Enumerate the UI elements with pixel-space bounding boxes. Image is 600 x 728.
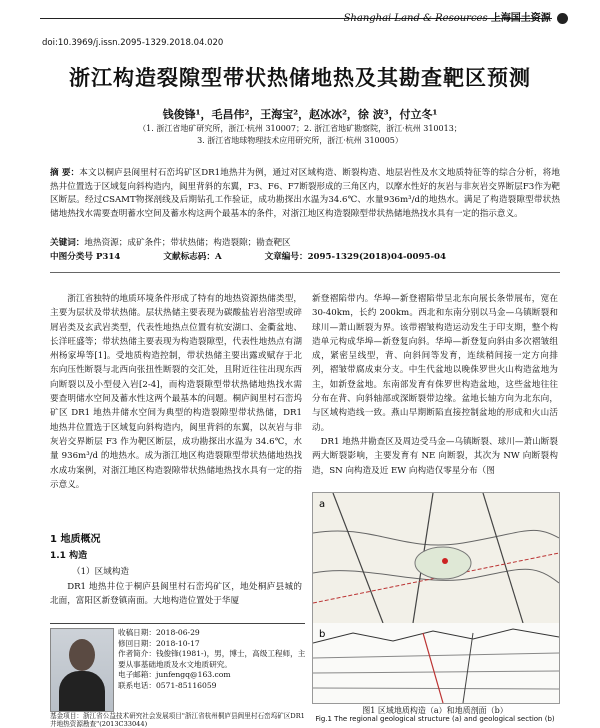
- paper-title: 浙江构造裂隙型带状热储地热及其勘查靶区预测: [69, 65, 531, 90]
- classification-line: [50, 250, 486, 262]
- section-heading-1-1: 1.1 构造: [50, 551, 88, 561]
- map-panel-b: [313, 623, 559, 703]
- journal-name-cn: 上海国土资源: [490, 13, 551, 24]
- doi: doi:10.3969/j.issn.2095-1329.2018.04.020: [42, 38, 224, 48]
- figure-caption-en: Fig.1 The regional geological structure (a) and geological section (b): [315, 715, 555, 723]
- right-column-text: 新登褶陷带内。华埠—新登褶陷带呈北东向展长条带展布，宽在 30-40km，长约 200km。西北和东南分别以马金—乌镇断裂和球川—萧山断裂为界。该带褶皱构造运动发生于印支期，整个构造单元构成华埠—新登复向斜。华埠—新登复向斜由多次褶皱组成，紧密呈线型，背、向斜间等发育，连续稍间接一定方向排列，褶皱带腐成束分支。中生代盆地以晚侏罗世火山构造盆地为主，如新登盆地。东南部发育有侏罗世构造盆地，这些盆地往往分布在背、向斜轴部或深断裂带边缘。盆地长轴方向为北东向，与区域构造线一致。燕山早期断陷直接控制盆地的形成和火山活动。 DR1 地热井勘查区及周边受马金—乌镇断裂、球川—萧山断裂两大断裂影响，主要发育有 NE 向断裂，其次为 NW 向断裂构造，SN 向构造及近 EW 向构造仅零星分布（图: [312, 294, 558, 476]
- email: 电子邮箱：junfengq@163.com: [118, 670, 231, 679]
- keywords-text: 地热资源；成矿条件；带状热储；构造裂隙；勘查靶区: [84, 238, 291, 248]
- panel-a-label: a: [319, 499, 326, 510]
- document-code: 文献标志码：A: [163, 252, 222, 262]
- received-date: 收稿日期：2018-06-29: [118, 628, 200, 637]
- affiliation-line-2: 3. 浙江省地球物理技术应用研究所，浙江·杭州 310005）: [197, 136, 403, 145]
- author-photo: [50, 628, 114, 712]
- keywords: [50, 236, 291, 248]
- footnote-text: [118, 628, 308, 691]
- authors: 钱俊锋¹，毛昌伟²，王海宝²，赵冰冰²，徐 波³，付立冬¹: [162, 108, 438, 121]
- structure-paragraph: DR1 地热井位于桐庐县阆里村石峦坞矿区，地处桐庐县城的北面，富阳区新登镇南面。大地构造位置处于华厦: [50, 582, 302, 607]
- intro-paragraph: 浙江省独特的地质环境条件形成了特有的地热资源热储类型，主要为层状及带状热储。层状热储主要表现为碳酸盐岩岩溶型或碎屑岩类及玄武岩类型，代表性地热点位置有杭安湖口、金衢盆地、长洋旺盛等；带状热储主要表现为构造裂隙型，代表性地热点有湖州杨家埠等[1]。受地质构造控制，带状热储主要出露或赋存于北东向压性断裂与北西向张扭性断裂的交汇处，且附近往往出现东西向断裂以及小型侵入岩[2-4]，而构造裂隙型带状热储地热找水需要查明储水空间及蓄水性这两个最基本的问题。桐庐阆里村石峦坞矿区 DR1 地热井储水空间为典型的构造裂隙型带状热储，DR1 地热井位置选于区域复向斜构造内，阆里背斜的东翼，以灰岩与非灰岩交界断层 F3 作为靶区断层，成功勘探出水温为 34.6℃，水量 936m³/d 的地热水。成为浙江地区构造裂隙型带状热储地热找水成功案例，对浙江地区构造裂隙带状热储地热找水具有一定的指示意义。: [50, 294, 302, 490]
- geology-map-svg: [313, 493, 559, 703]
- abstract: [50, 167, 560, 221]
- journal-name-en: Shanghai Land & Resources: [343, 13, 488, 24]
- figure-1: [312, 492, 560, 704]
- keywords-label: 关键词：: [50, 238, 85, 248]
- section-heading-1: 1 地质概况: [50, 534, 101, 545]
- section-divider: [50, 272, 560, 273]
- affiliation-line-1: （1. 浙江省地矿研究所，浙江·杭州 310007；2. 浙江省地矿勘察院，浙江·杭州 310013；: [138, 124, 462, 133]
- journal-header: [344, 9, 568, 24]
- abstract-label: 摘 要：: [50, 168, 80, 178]
- subsection-heading: （1）区域构造: [72, 567, 130, 577]
- panel-b-label: b: [319, 629, 326, 640]
- journal-logo-icon: [557, 13, 568, 24]
- phone: 联系电话：0571-85116059: [118, 680, 217, 690]
- revised-date: 修回日期：2018-10-17: [118, 638, 200, 648]
- dr1-well-marker: [442, 558, 448, 564]
- clc-number: 中图分类号 P314: [50, 252, 121, 262]
- article-number: 文章编号：2095-1329(2018)04-0095-04: [264, 252, 447, 262]
- author-intro: 作者简介：钱俊锋(1981-)，男，博士，高级工程师，主要从事基础地质及水文地质研究。: [118, 649, 306, 669]
- fund-note: 基金项目：浙江省公益技术研究社会发展项目"浙江省杭州桐庐县阆里村石峦坞矿区DR1井地热资源勘查"(2013C33044): [50, 712, 305, 728]
- abstract-text: 本文以桐庐县阆里村石峦坞矿区DR1地热井为例，通过对区域构造、断裂构造、地层岩性及水文地质特征等的综合分析，将地热井位置选于区域复向斜构造内，阆里背斜的东翼，F3、F6、F7断裂形成的三角区内，以摩水性好的灰岩与非灰岩交界断层F3作为靶区断层。经过CSAMT物探剖线及后期钻孔工作验证，成功勘探出水温为34.6℃、水量936m³/d的地热水。满足了构造裂隙型带状热储地热找水需要查明蓄水空间及蓄水构这两个最基本的条件，对浙江地区构造裂隙型带状热储地热找水具有一定的指示意义。: [50, 168, 560, 219]
- figure-caption-cn: 图1 区域地质构造（a）和地质剖面（b）: [362, 706, 508, 715]
